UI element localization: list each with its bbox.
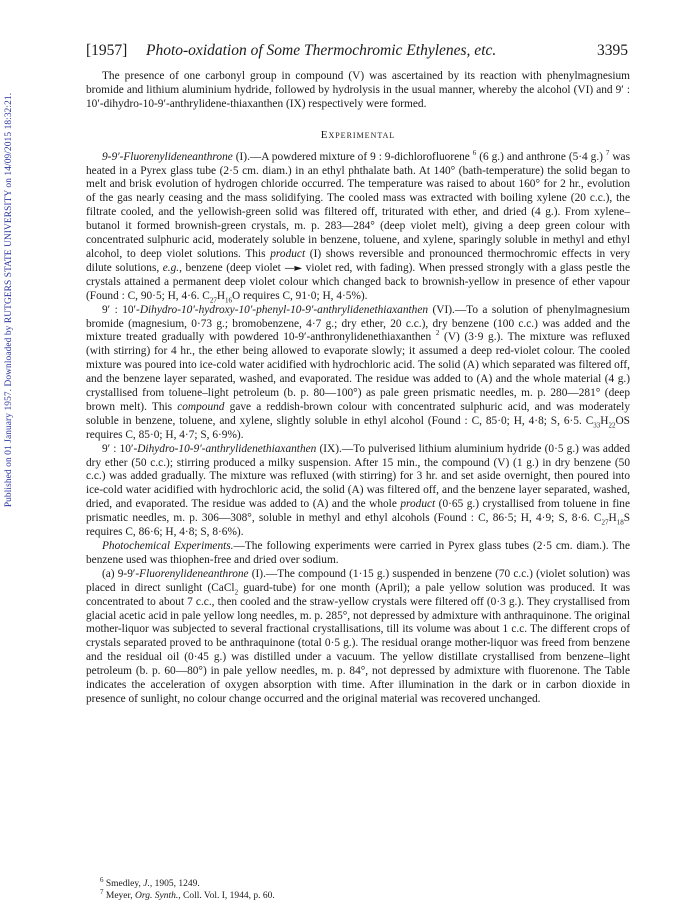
compound-name: 9-9′-Fluorenylideneanthrone xyxy=(102,150,233,163)
subsection-heading: Photochemical Experiments. xyxy=(102,540,234,552)
paragraph-hydroxy-phenyl: 9′ : 10′-Dihydro-10′-hydroxy-10′-phenyl-10-9′-anthrylidenethiaxanthen (VI).—To a solution of phenylmagnesium bromide (magnesium, 0·73 g.; bromobenzene, 4·7 g.; dry ether, 20 c.c.), dry benzene (100 c.c.) was added and the mixture treated gradually with powdered 10-9′-anthronylidenethiaxanthen $^2$ (V) (3·9 g.). The mixture was refluxed (with stirring) for 4 hr., the ether being allowed to evaporate slowly; it assumed a deep red-violet colour. The cooled mixture was poured into ice-cold water acidified with hydrochloric acid. The solid (A) which separated was filtered off, and the benzene layer separated, washed, and evaporated. The residue was added to (A) and the whole material (4 g.) crystallised from toluene–light petroleum (b. p. 80—100°) as pale green prismatic needles, m. p. 280—281° (deep brown melt). This compound gave a reddish-brown colour with concentrated sulphuric acid, and was moderately soluble in benzene, toluene, and xylene, slightly soluble in ethyl alcohol (Found : C, 85·0; H, 4·8; S, 6·5. $C_{33}H_{22}OS$ requires C, 85·0; H, 4·7; S, 6·9%). xyxy=(86,303,630,441)
running-header xyxy=(86,42,628,62)
intro-paragraph: The presence of one carbonyl group in compound (V) was ascertained by its reaction with phenylmagnesium bromide and lithium aluminium hydride, followed by hydrolysis in the usual manner, whereby the alcohol (VI) and 9′ : 10′-dihydro-10-9′-anthrylidene-thiaxanthen (IX) respectively were formed. xyxy=(86,70,630,110)
reference-mark: 6 xyxy=(472,148,477,157)
download-notice: Published on 01 January 1957. Downloaded by RUTGERS STATE UNIVERSITY on 14/09/2015 18:32:21. xyxy=(4,92,14,508)
compound-name: Dihydro-10′-hydroxy-10′-phenyl-10-9′-anthrylidenethiaxanthen xyxy=(139,303,429,316)
footnote-6: $^6$ Smedley, J., 1905, 1249. xyxy=(100,875,200,889)
download-watermark xyxy=(3,30,15,570)
paragraph-photochemical: Photochemical Experiments.—The following experiments were carried in Pyrex glass tubes (2·5 cm. diam.). The benzene used was thiophen-free and dried over sodium. xyxy=(86,540,630,566)
compound-name: Dihydro-10-9′-anthrylidenethiaxanthen xyxy=(137,442,317,455)
paragraph-experiment-a: (a) 9-9′-Fluorenylideneanthrone (I).—The compound (1·15 g.) suspended in benzene (70 c.c.) (violet solution) was placed in direct sunlight (CaCl$_2$ guard-tube) for one month (April); a pale yellow solution was produced. It was concentrated to about 7 c.c., then cooled and the straw-yellow crystals were filtered off (0·3 g.). They crystallised from glacial acetic acid in pale yellow long needles, m. p. 285°, not depressed by admixture with anthraquinone. The original mother-liquor was subjected to several fractional crystallisations, till its volume was about 1 c.c. The different crops of crystals separated proved to be anthraquinone (total 0·5 g.). The residual orange mother-liquor was freed from benzene and the residual oil (0·45 g.) was distilled under a vacuum. The yellow distillate crystallised from benzene–light petroleum (b. p. 60—80°) in pale yellow needles, m. p. 84°, not depressed by admixture with fluorenone. The Table indicates the acceleration of oxygen absorption with time. After illumination in the dark or in carbon dioxide in presence of sunlight, no colour change occurred and the original material was recovered unchanged. xyxy=(86,567,631,705)
article-body xyxy=(86,70,630,707)
header-year: [1957] xyxy=(86,42,128,59)
compound-name: Fluorenylideneanthrone xyxy=(139,567,249,580)
reaction-arrow-icon: —► xyxy=(284,262,303,274)
paragraph-fluorenylideneanthrone: 9-9′-Fluorenylideneanthrone (I).—A powdered mixture of 9 : 9-dichlorofluorene $^6$ (6 g.) and anthrone (5·4 g.) $^7$ was heated in a Pyrex glass tube (2·5 cm. diam.) in an ethyl phthalate bath. At 140° (bath-temperature) the solid began to melt and brisk evolution of hydrogen chloride occurred. The temperature was raised to about 160° for 2 hr., evolution of the gas nearly ceasing and the mass solidifying. The cooled mass was extracted with boiling xylene (20 c.c.), the filtrate cooled, and the yellowish-green solid was filtered off, triturated with ether, and dried (4 g.). From xylene–butanol it formed brownish-green crystals, m. p. 283—284° (deep violet melt), giving a deep green colour with concentrated sulphuric acid, moderately soluble in benzene, toluene, and xylene, sparingly soluble in methyl and ethyl alcohol, to deep violet solutions. This product (I) shows reversible and pronounced thermochromic effects in very dilute solutions, e.g., benzene (deep violet —► violet red, with fading). When pressed strongly with a glass pestle the crystals attained a permanent deep violet colour which changed back to brownish-yellow in presence of ether vapour (Found : C, 90·5; H, 4·6. $C_{27}H_{16}O$ requires C, 91·0; H, 4·5%). xyxy=(86,148,630,304)
header-title: Photo-oxidation of Some Thermochromic Ethylenes, etc. xyxy=(146,42,497,59)
reference-mark: 2 xyxy=(435,329,440,338)
reference-mark: 7 xyxy=(605,148,610,157)
section-heading: Experimental xyxy=(320,128,396,141)
footnotes xyxy=(100,875,620,902)
footnote-7: $^7$ Meyer, Org. Synth., Coll. Vol. I, 1944, p. 60. xyxy=(100,887,275,901)
paragraph-dihydro-anthrylidene: 9′ : 10′-Dihydro-10-9′-anthrylidenethiaxanthen (IX).—To pulverised lithium aluminium hydride (0·5 g.) was added dry ether (50 c.c.); stirring produced a milky suspension. After 15 min., the compound (V) (1 g.) in dry benzene (50 c.c.) was added gradually. The mixture was refluxed (with stirring) for 3 hr. and set aside overnight, then poured into ice-cold water acidified with hydrochloric acid, the solid (A) was filtered off, and the benzene layer separated, washed, dried, and evaporated. The residue was added to (A) and the whole product (0·65 g.) crystallised from toluene in fine prismatic needles, m. p. 306—308°, soluble in methyl and ethyl alcohols (Found : C, 86·5; H, 4·9; S, 8·6. $C_{27}H_{18}S$ requires C, 86·6; H, 4·8; S, 8·6%). xyxy=(86,442,630,539)
page-number: 3395 xyxy=(597,42,628,59)
